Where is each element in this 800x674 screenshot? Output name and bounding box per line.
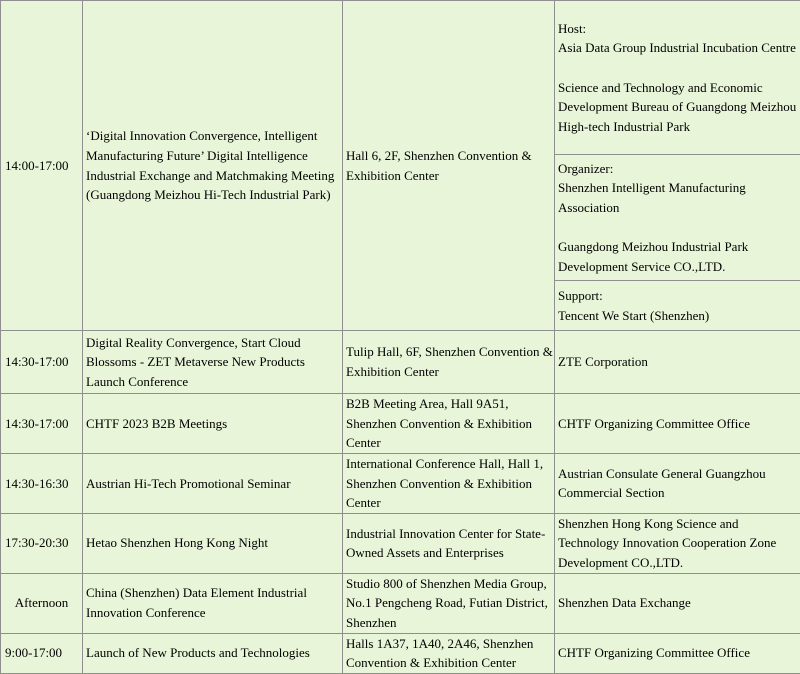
host-cell (555, 1, 800, 155)
support-label: Support: (558, 286, 799, 306)
time-cell: 9:00-17:00 (1, 633, 83, 673)
support-cell (555, 281, 800, 331)
event-cell: Austrian Hi-Tech Promotional Seminar (83, 454, 343, 514)
organizer-org: Guangdong Meizhou Industrial Park Development Service CO.,LTD. (558, 237, 799, 276)
organizer-org: Shenzhen Intelligent Manufacturing Association (558, 178, 799, 217)
venue-cell: Halls 1A37, 1A40, 2A46, Shenzhen Convention & Exhibition Center (343, 633, 555, 673)
time-cell: 14:30-17:00 (1, 331, 83, 394)
time-cell: 14:30-17:00 (1, 394, 83, 454)
event-cell: Launch of New Products and Technologies (83, 633, 343, 673)
table-row (1, 394, 800, 454)
table-row (1, 633, 800, 673)
support-org: Tencent We Start (Shenzhen) (558, 306, 799, 326)
time-cell: 17:30-20:30 (1, 513, 83, 573)
table-row (1, 513, 800, 573)
organizer-cell: CHTF Organizing Committee Office (555, 394, 800, 454)
organizer-label: Organizer: (558, 159, 799, 179)
organizer-cell: Shenzhen Data Exchange (555, 573, 800, 633)
event-cell: CHTF 2023 B2B Meetings (83, 394, 343, 454)
table-row (1, 1, 800, 155)
event-cell: ‘Digital Innovation Convergence, Intelligent Manufacturing Future’ Digital Intelligence Industrial Exchange and Matchmaking Meeting (Guangdong Meizhou Hi-Tech Industrial Park) (83, 1, 343, 331)
event-cell: Hetao Shenzhen Hong Kong Night (83, 513, 343, 573)
venue-cell: Tulip Hall, 6F, Shenzhen Convention & Exhibition Center (343, 331, 555, 394)
venue-cell: Industrial Innovation Center for State-Owned Assets and Enterprises (343, 513, 555, 573)
event-cell: China (Shenzhen) Data Element Industrial Innovation Conference (83, 573, 343, 633)
organizer-group-cell (555, 155, 800, 281)
venue-cell: International Conference Hall, Hall 1, Shenzhen Convention & Exhibition Center (343, 454, 555, 514)
venue-cell: Studio 800 of Shenzhen Media Group, No.1 Pengcheng Road, Futian District, Shenzhen (343, 573, 555, 633)
table-row (1, 331, 800, 394)
venue-cell: Hall 6, 2F, Shenzhen Convention & Exhibition Center (343, 1, 555, 331)
organizer-cell: Shenzhen Hong Kong Science and Technology Innovation Cooperation Zone Development CO.,LTD. (555, 513, 800, 573)
host-label: Host: (558, 19, 799, 39)
time-cell: 14:00-17:00 (1, 1, 83, 331)
organizer-cell: Austrian Consulate General Guangzhou Commercial Section (555, 454, 800, 514)
event-cell: Digital Reality Convergence, Start Cloud Blossoms - ZET Metaverse New Products Launch Conference (83, 331, 343, 394)
organizer-cell: ZTE Corporation (555, 331, 800, 394)
host-org: Asia Data Group Industrial Incubation Centre (558, 38, 799, 58)
time-cell: Afternoon (1, 573, 83, 633)
venue-cell: B2B Meeting Area, Hall 9A51, Shenzhen Convention & Exhibition Center (343, 394, 555, 454)
table-row (1, 573, 800, 633)
table-row (1, 454, 800, 514)
host-org: Science and Technology and Economic Development Bureau of Guangdong Meizhou High-tech Industrial Park (558, 78, 799, 137)
organizer-cell: CHTF Organizing Committee Office (555, 633, 800, 673)
time-cell: 14:30-16:30 (1, 454, 83, 514)
